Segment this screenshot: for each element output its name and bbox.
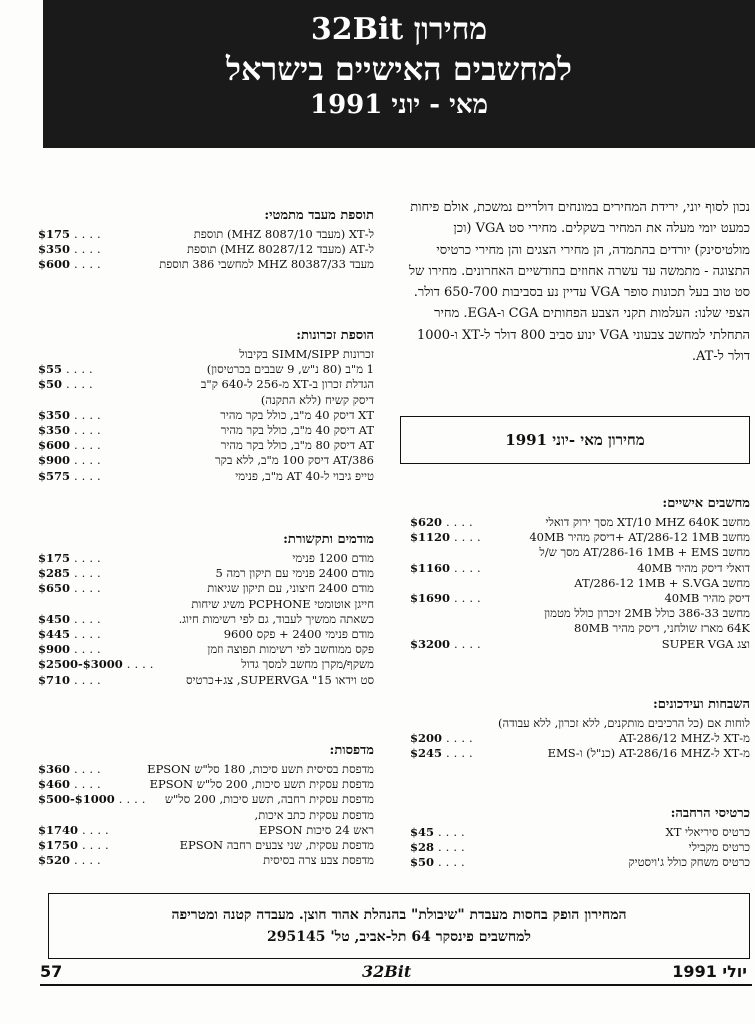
item-description: AT דיסק 80 מ"ב, כולל בקר מהיר: [220, 438, 374, 453]
sponsor-box: [48, 893, 750, 959]
price-row: [38, 393, 374, 408]
item-description: משקף/מקרן מחשב למסך גדול: [241, 657, 374, 672]
price-row: [38, 347, 374, 362]
item-description: AT דיסק 40 מ"ב, כולל בקר מהיר: [220, 422, 374, 437]
item-description: ל-XT (מעבד 8087/10 MHZ) תוספת: [193, 227, 374, 241]
leader-dots: ....: [66, 362, 97, 377]
leader-dots: ....: [74, 422, 105, 437]
leader-dots: ....: [74, 777, 105, 792]
price-row: [410, 716, 750, 731]
price-row: [38, 627, 374, 642]
page-number: 57: [40, 962, 63, 981]
price-row: [38, 823, 374, 838]
price-section: [38, 207, 374, 273]
item-price: $1160: [410, 560, 451, 575]
price-row: [38, 551, 374, 566]
leader-dots: ....: [126, 657, 158, 672]
price-row: [410, 731, 750, 746]
price-row: [410, 825, 750, 840]
price-row: [410, 621, 750, 636]
price-row: [38, 673, 374, 688]
price-section: [38, 742, 374, 868]
leader-dots: ....: [74, 453, 105, 468]
leader-dots: ....: [446, 515, 477, 529]
item-description: מחשב AT/286-12 1MB + S.VGA: [574, 575, 750, 590]
sponsor-line-1: המחירון הופק בחסות מעבדת "שיבולת" בהנהלת אהוד חוצן. מעבדה קטנה ומטריפה: [171, 907, 627, 923]
price-row: [38, 423, 374, 438]
leader-dots: ....: [74, 227, 105, 241]
leader-dots: ....: [454, 560, 485, 575]
price-row: [410, 561, 750, 576]
item-description: טייפ גיבוי ל-AT 40 מ"ב, פנימי: [235, 468, 374, 483]
price-row: [410, 576, 750, 591]
price-row: [410, 530, 750, 545]
item-description: מדפסת בסיסית תשע סיכות, 180 סל"ש EPSON: [147, 762, 374, 776]
price-row: [38, 762, 374, 777]
section-title: כרטיסי הרחבה:: [670, 806, 750, 821]
section-title: מחשבים אישיים:: [662, 496, 750, 511]
price-section: [410, 805, 750, 871]
leader-dots: ....: [74, 438, 105, 453]
item-description: מודם פנימי 2400 + פקס 9600: [223, 626, 374, 641]
sponsor-line-2: למחשבים פינסקר 64 תל-אביב, טל' 295145: [267, 929, 531, 945]
leader-dots: ....: [74, 566, 105, 581]
price-row: [410, 591, 750, 606]
price-row: [38, 581, 374, 596]
leader-dots: ....: [74, 581, 105, 596]
price-row: [38, 566, 374, 581]
item-price: $620: [410, 515, 443, 529]
leader-dots: ....: [74, 611, 105, 626]
item-description: כשאתה ממשיך לעבוד, גם לפי רשימות חיוג.: [178, 611, 374, 626]
leader-dots: ....: [74, 642, 105, 657]
leader-dots: ....: [82, 837, 113, 852]
item-description: סט וידאו 15" SUPERVGA, צג+כרטיס: [185, 672, 374, 687]
price-row: [38, 642, 374, 657]
item-description: מודם 2400 חיצוני, עם תיקון שגיאות: [207, 581, 374, 596]
price-row: [38, 597, 374, 612]
item-description: 1 מ"ב (80 נ"ש, 9 שבבים בכרטיסון): [206, 362, 374, 377]
leader-dots: ....: [74, 257, 105, 272]
price-row: [38, 438, 374, 453]
section-title: תוספת מעבד מתמטי:: [264, 208, 374, 223]
price-row: [38, 362, 374, 377]
item-description: מ-XT ל-AT-286/16 MHZ (כנ"ל) ו-EMS: [547, 746, 750, 761]
item-price: $28: [410, 840, 435, 855]
section-title: הוספת זכרונות:: [296, 328, 374, 343]
price-row: [38, 469, 374, 484]
price-row: [38, 853, 374, 868]
price-row: [38, 242, 374, 257]
price-row: [38, 453, 374, 468]
issue-date: יולי 1991: [672, 962, 747, 981]
item-description: מודם 1200 פנימי: [292, 551, 374, 565]
price-section: [38, 327, 374, 484]
item-description: מעבד 80387/33 MHZ למחשבי 386 תוספת: [159, 257, 374, 272]
masthead-title: מחירון 32Bit: [310, 12, 488, 47]
item-description: XT דיסק 40 מ"ב, כולל בקר מהיר: [220, 407, 374, 422]
footer-rule: [40, 984, 752, 986]
item-description: מחשב AT/286-16 1MB + EMS מסך ש/ל: [539, 545, 750, 560]
item-price: $600: [38, 438, 71, 453]
item-description: הגדלת זכרון ב-XT מ-256 ל-640 ק"ב: [200, 377, 374, 392]
price-row: [38, 257, 374, 272]
item-price: $1750: [38, 837, 79, 852]
item-price: $200: [410, 731, 443, 746]
item-description: דיסק מהיר 40MB: [664, 590, 750, 605]
price-row: [410, 855, 750, 870]
masthead-subtitle: למחשבים האישיים בישראל: [225, 50, 573, 88]
item-price: $500-$1000: [38, 792, 115, 807]
item-description: לוחות אם (כל הרכיבים מותקנים, ללא זכרון, ללא עבודה): [498, 716, 750, 730]
item-price: $55: [38, 362, 63, 377]
leader-dots: ....: [118, 792, 150, 807]
item-description: מודם 2400 פנימי עם תיקון רמה 5: [215, 566, 374, 581]
item-price: $1120: [410, 530, 451, 545]
item-description: מחשב XT/10 MHZ 640K מסך ירוק דואלי: [545, 515, 750, 529]
item-price: $175: [38, 551, 71, 565]
item-description: כרטיס סיריאלי XT: [665, 825, 750, 839]
intro-paragraph: נכון לסוף יוני, ירידת המחירים במונחים דולריים נמשכת, אולם פיחות כמעט יומי מעלה את המחיר בשקלים. מחירי סט VGA (וכן מולטיסינק) יורדים בהתמדה, הן מחירי הצגים והן מחירי כרטיסי התצוגה - מתמשה עד עשרה אחוזים בחודשיים האחרונים. מחירו של סט טוב בעל תכונות סופר VGA עדיין נע בסביבות 650-700 דולר. הצפי שלנו: העלמות תקני הצבע הפחותים CGA ו-EGA. מחיר התחלתי למחשב צבעוני VGA ינוע סביב 800 דולר ל-XT ו-1000 דולר ל-AT.: [409, 200, 750, 365]
item-price: $1740: [38, 822, 79, 837]
price-row: [38, 792, 374, 807]
price-row: [410, 545, 750, 560]
item-description: מדפסת עסקית תשע סיכות, 200 סל"ש EPSON: [149, 777, 374, 792]
section-title: מדפסות:: [329, 743, 374, 758]
leader-dots: ....: [74, 626, 105, 641]
price-section: [38, 531, 374, 688]
price-row: [38, 777, 374, 792]
item-price: $900: [38, 642, 71, 657]
item-price: $520: [38, 853, 71, 868]
masthead: [43, 0, 755, 148]
item-description: מדפסת צבע צרה בסיסית: [263, 853, 374, 868]
item-price: $3200: [410, 636, 451, 651]
item-description: מחשב AT/286-12 1MB +דיסק מהיר 40MB: [529, 530, 750, 545]
leader-dots: ....: [446, 731, 477, 746]
item-price: $710: [38, 672, 71, 687]
leader-dots: ....: [74, 242, 105, 257]
item-description: פקס ממוחשב לפי רשימות תפוצה וזמן: [207, 642, 374, 657]
item-price: $350: [38, 422, 71, 437]
section-title: השבחות ועידכונים:: [653, 697, 750, 712]
magazine-logo: 32Bit: [362, 962, 412, 981]
item-price: $450: [38, 611, 71, 626]
leader-dots: ....: [74, 551, 105, 565]
item-price: $2500-$3000: [38, 657, 123, 672]
leader-dots: ....: [74, 762, 105, 776]
price-row: [38, 808, 374, 823]
leader-dots: ....: [446, 746, 477, 761]
item-price: $245: [410, 746, 443, 761]
item-description: 64K מארז שולחני, דיסק מהיר 80MB: [574, 621, 750, 636]
item-description: מדפסת עסקית, שני צבעים רחבה EPSON: [179, 837, 374, 852]
item-description: מ-XT ל-AT-286/12 MHZ: [618, 731, 750, 746]
price-row: [38, 408, 374, 423]
leader-dots: ....: [454, 636, 485, 651]
item-description: מדפסת עסקית כתב איכות,: [254, 807, 374, 822]
price-row: [410, 515, 750, 530]
item-price: $350: [38, 407, 71, 422]
price-row: [38, 377, 374, 392]
item-price: $650: [38, 581, 71, 596]
item-description: כרטיס מקבילי: [688, 840, 750, 855]
price-row: [38, 838, 374, 853]
item-description: וצג SUPER VGA: [661, 636, 750, 651]
item-description: דואלי דיסק מהיר 40MB: [637, 560, 750, 575]
item-description: כרטיס משחק כולל ג'ויסטיק: [628, 855, 750, 870]
item-price: $445: [38, 626, 71, 641]
item-price: $900: [38, 453, 71, 468]
item-price: $45: [410, 825, 435, 839]
leader-dots: ....: [74, 468, 105, 483]
leader-dots: ....: [438, 855, 469, 870]
item-description: מדפסת עסקית רחבה, תשע סיכות, 200 סל"ש: [164, 792, 374, 807]
price-row: [38, 657, 374, 672]
item-price: $360: [38, 762, 71, 776]
price-section: [410, 696, 750, 762]
section-title: מודמים ותקשורת:: [283, 532, 374, 547]
masthead-date: מאי - יוני 1991: [310, 90, 488, 120]
leader-dots: ....: [82, 822, 113, 837]
leader-dots: ....: [454, 530, 485, 545]
leader-dots: ....: [438, 825, 469, 839]
item-price: $50: [38, 377, 63, 392]
item-description: דיסק קשיח (ללא התקנה): [260, 392, 374, 407]
price-list-title: מחירון מאי -יוני 1991: [505, 431, 645, 449]
item-description: חייגן אוטומטי PCPHONE משיג שיחות: [191, 596, 374, 611]
item-price: $460: [38, 777, 71, 792]
price-list-title-box: [400, 416, 750, 464]
item-price: $350: [38, 242, 71, 257]
leader-dots: ....: [454, 590, 485, 605]
item-description: AT/386 דיסק 100 מ"ב, ללא בקר: [215, 453, 374, 468]
leader-dots: ....: [74, 407, 105, 422]
price-row: [410, 606, 750, 621]
item-price: $285: [38, 566, 71, 581]
price-row: [410, 637, 750, 652]
price-row: [38, 612, 374, 627]
item-price: $600: [38, 257, 71, 272]
price-row: [410, 746, 750, 761]
item-price: $575: [38, 468, 71, 483]
item-description: ל-AT (מעבד 80287/12 MHZ) תוספת: [186, 242, 374, 257]
price-row: [38, 227, 374, 242]
item-description: זכרונות SIMM/SIPP בקיבול: [239, 347, 374, 361]
price-row: [410, 840, 750, 855]
item-price: $1690: [410, 590, 451, 605]
item-price: $175: [38, 227, 71, 241]
leader-dots: ....: [74, 853, 105, 868]
item-description: מחשב 386-33 כולל 2MB זיכרון כולל מטמון: [544, 606, 750, 621]
item-price: $50: [410, 855, 435, 870]
leader-dots: ....: [66, 377, 97, 392]
leader-dots: ....: [74, 672, 105, 687]
item-description: ראש 24 סיכות EPSON: [259, 822, 374, 837]
price-section: [410, 495, 750, 652]
leader-dots: ....: [438, 840, 469, 855]
